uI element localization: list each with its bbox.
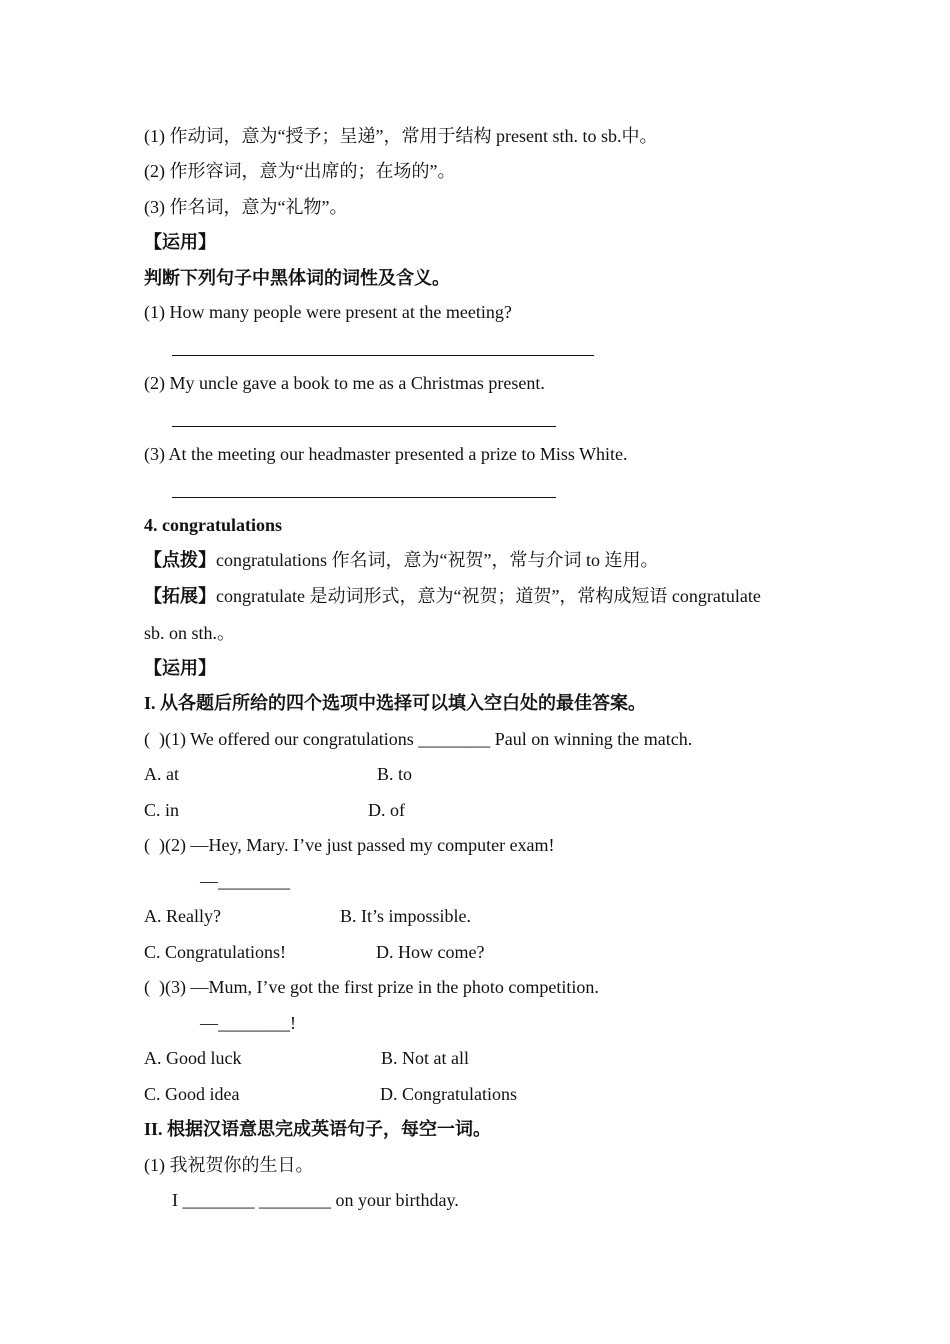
section-title: 4. congratulations <box>144 515 283 535</box>
q3-option-d[interactable]: D. Congratulations <box>380 1084 517 1104</box>
q1-option-d[interactable]: D. of <box>368 800 405 820</box>
question-1-stem: ( )(1) We offered our congratulations ________ Paul on winning the match. <box>144 729 693 749</box>
exercise-sentence-1: (1) How many people were present at the meeting? <box>144 302 512 322</box>
question-2-reply: —________ <box>200 871 290 891</box>
q3-option-b[interactable]: B. Not at all <box>381 1048 469 1068</box>
q2-option-d[interactable]: D. How come? <box>376 942 485 962</box>
part2-title: . 根据汉语意思完成英语句子，每空一词。 <box>158 1119 492 1139</box>
translation-1-chinese: (1) 我祝贺你的生日。 <box>144 1155 314 1175</box>
extension-tag: 【拓展】 <box>144 586 216 606</box>
tip-tag: 【点拨】 <box>144 550 216 570</box>
extension-text: congratulate 是动词形式，意为“祝贺；道贺”，常构成短语 congratulate <box>216 586 761 606</box>
part1-label: I <box>144 693 152 713</box>
part2-label: II <box>144 1119 159 1139</box>
usage-line-3: (3) 作名词，意为“礼物”。 <box>144 197 348 217</box>
task-instruction: 判断下列句子中黑体词的词性及含义。 <box>144 268 450 288</box>
extension-paragraph <box>144 584 761 608</box>
q3-option-a[interactable]: A. Good luck <box>144 1048 242 1068</box>
q2-option-a[interactable]: A. Really? <box>144 906 221 926</box>
exercise-sentence-3: (3) At the meeting our headmaster presented a prize to Miss White. <box>144 444 628 464</box>
answer-blank-1[interactable] <box>172 355 594 356</box>
answer-blank-2[interactable] <box>172 426 556 427</box>
q3-option-c[interactable]: C. Good idea <box>144 1084 240 1104</box>
q1-option-c[interactable]: C. in <box>144 800 180 820</box>
exercise-sentence-2: (2) My uncle gave a book to me as a Christmas present. <box>144 373 545 393</box>
apply-heading-2: 【运用】 <box>144 658 216 678</box>
question-3-reply: —________! <box>200 1013 296 1033</box>
answer-blank-3[interactable] <box>172 497 556 498</box>
tip-paragraph <box>144 548 658 572</box>
part1-title: . 从各题后所给的四个选项中选择可以填入空白处的最佳答案。 <box>151 693 647 713</box>
apply-heading: 【运用】 <box>144 232 216 252</box>
tip-text: congratulations 作名词，意为“祝贺”，常与介词 to 连用。 <box>216 550 659 570</box>
usage-line-1: (1) 作动词，意为“授予；呈递”，常用于结构 present sth. to sb.中。 <box>144 126 658 146</box>
question-3-stem: ( )(3) —Mum, I’ve got the first prize in the photo competition. <box>144 977 599 997</box>
translation-1-english: I ________ ________ on your birthday. <box>172 1190 459 1210</box>
part2-heading <box>144 1117 491 1141</box>
q2-option-b[interactable]: B. It’s impossible. <box>340 906 472 926</box>
q1-option-b[interactable]: B. to <box>377 764 413 784</box>
q2-option-c[interactable]: C. Congratulations! <box>144 942 286 962</box>
extension-text-continued: sb. on sth.。 <box>144 623 236 643</box>
question-2-stem: ( )(2) —Hey, Mary. I’ve just passed my computer exam! <box>144 835 555 855</box>
usage-line-2: (2) 作形容词，意为“出席的；在场的”。 <box>144 161 456 181</box>
q1-option-a[interactable]: A. at <box>144 764 179 784</box>
part1-heading <box>144 691 646 715</box>
